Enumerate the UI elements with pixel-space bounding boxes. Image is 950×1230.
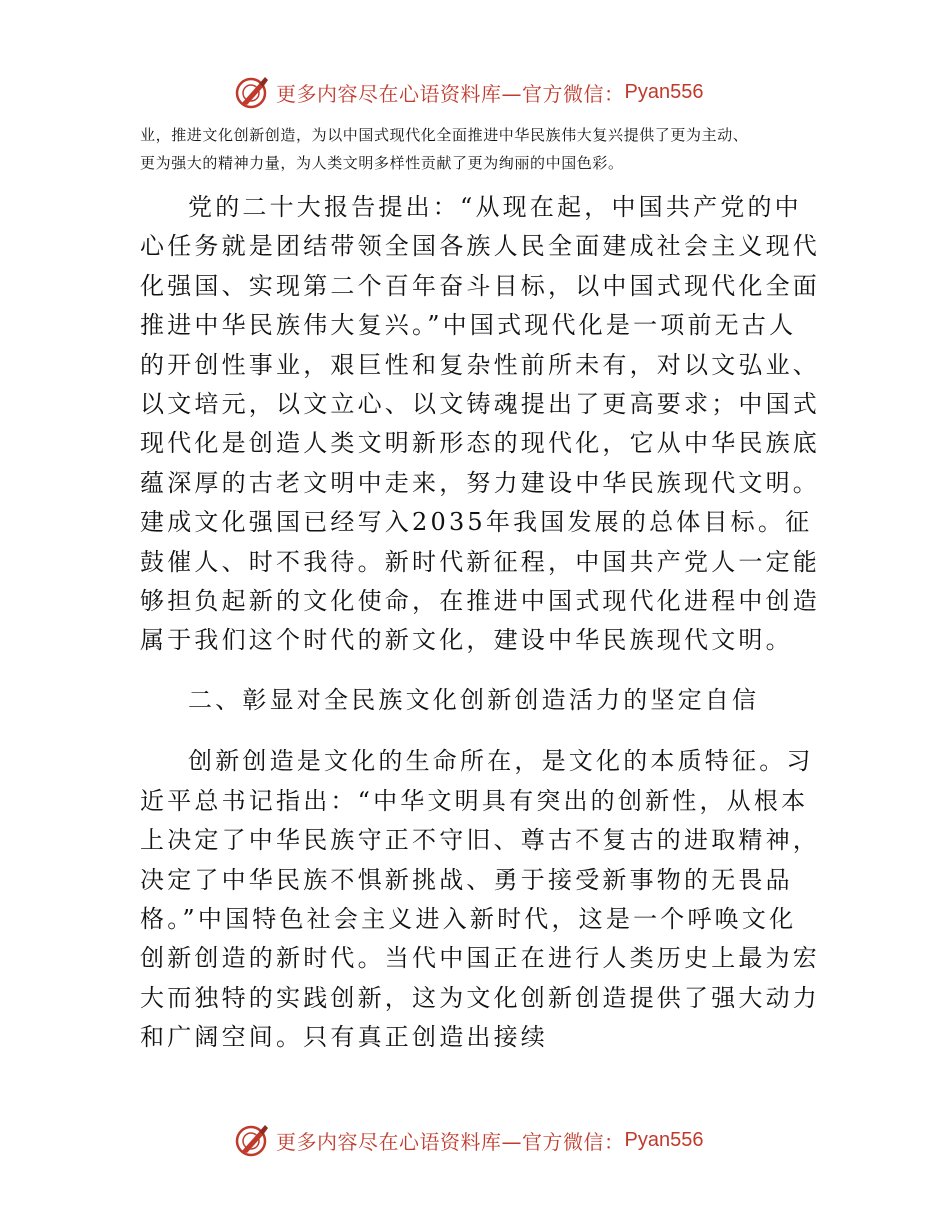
intro-continuation <box>140 121 820 177</box>
paragraph-2: 创新创造是文化的生命所在，是文化的本质特征。习近平总书记指出：“中华文明具有突出的创新性，从根本上决定了中华民族守正不守旧、尊古不复古的进取精神，决定了中华民族不惧新挑战、勇于接受新事物的无畏品格。”中国特色社会主义进入新时代，这是一个呼唤文化创新创造的新时代。当代中国正在进行人类历史上最为宏大而独特的实践创新，这为文化创新创造提供了强大动力和广阔空间。只有真正创造出接续 <box>140 747 820 1052</box>
banner-text: 更多内容尽在心语资料库—官方微信： <box>276 81 625 106</box>
paragraph-1: 党的二十大报告提出：“从现在起，中国共产党的中心任务就是团结带领全国各族人民全面建成社会主义现代化强国、实现第二个百年奋斗目标，以中国式现代化全面推进中华民族伟大复兴。”中国式现代化是一项前无古人的开创性事业，艰巨性和复杂性前所未有，对以文弘业、以文培元，以文立心、以文铸魂提出了更高要求；中国式现代化是创造人类文明新形态的现代化，它从中华民族底蕴深厚的古老文明中走来，努力建设中华民族现代文明。建成文化强国已经写入2035年我国发展的总体目标。征鼓催人、时不我待。新时代新征程，中国共产党人一定能够担负起新的文化使命，在推进中国式现代化进程中创造属于我们这个时代的新文化，建设中华民族现代文明。 <box>140 193 820 655</box>
pen-logo-icon <box>232 72 272 112</box>
banner-text: 更多内容尽在心语资料库—官方微信： <box>276 1129 625 1154</box>
banner-wechat-id: Pyan556 <box>624 1128 704 1151</box>
footer-watermark-banner <box>232 1118 703 1162</box>
banner-wechat-id: Pyan556 <box>624 80 704 103</box>
header-watermark-banner <box>232 70 703 114</box>
intro-line-2: 更为强大的精神力量，为人类文明多样性贡献了更为绚丽的中国色彩。 <box>140 154 624 172</box>
intro-line-1: 业，推进文化创新创造，为以中国式现代化全面推进中华民族伟大复兴提供了更为主动、 <box>140 126 749 144</box>
pen-logo-icon <box>232 1120 272 1160</box>
document-body <box>140 188 820 1058</box>
section-heading: 二、彰显对全民族文化创新创造活力的坚定自信 <box>188 685 760 714</box>
